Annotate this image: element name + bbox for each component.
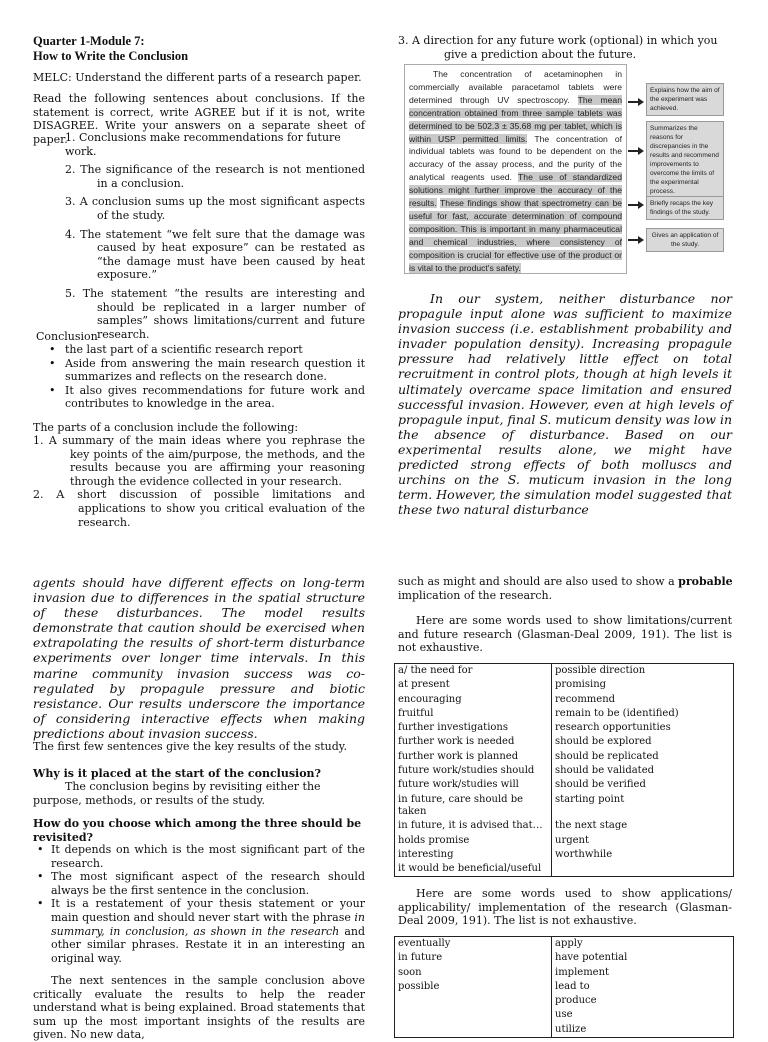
table-row — [395, 1023, 734, 1038]
table-row — [395, 778, 734, 792]
table-row — [395, 1008, 734, 1022]
applications-intro: Here are some words used to show applications/ applicability/ implementation of the research (Glasman-Deal 2009, 191). The list is not exhaustive. — [398, 887, 732, 928]
statement-list — [33, 131, 365, 341]
sample-conclusion-box: The concentration of acetaminophen in commercially available paracetamol tablets were determined through UV spectroscopy. The mean concentration obtained from three sample tablets was determined to be 502.3 ± 35.68 mg per tablet, which is within USP permitted limits. The concentration of individual tablets was found to be dependent on the accuracy of the assay process, and the purity of the analytical reagents used. The use of standardized solutions might further improve the accuracy of the results. These findings show that spectrometry can be useful for fast, accurate determination of compound composition. This is important in many pharmaceutical and chemical industries, where consistency of composition is crucial for effective use of the product or is vital to the product's safety. — [404, 64, 627, 274]
example-conclusion-part1: In our system, neither disturbance nor propagule input alone was sufficient to maximize invasion success (i.e. establishment probability and invader population density). Increasing propagule pressure had relatively little effect on total recruitment in control plots, though at high levels it ultimately overcame space limitation and ensured successful invasion. However, even at high levels of propagule input, final S. muticum density was low in the absence of disturbance. Based on our experimental results alone, we might have predicted strong effects of both molluscs and urchins on the S. muticum invasion in the long term. However, the simulation model suggested that these two natural disturbance — [398, 291, 732, 518]
table-cell: possible — [395, 980, 552, 994]
statement-5: 5. The statement “the results are interesting and should be replicated in a larger number of samples” shows limitations/current and future research. — [65, 286, 365, 341]
statement-2: 2. The significance of the research is not mentioned in a conclusion. — [65, 163, 365, 190]
melc-text: MELC: Understand the different parts of a research paper. — [33, 71, 362, 84]
table-cell: should be explored — [552, 735, 734, 749]
limitations-table — [394, 663, 734, 877]
table-cell — [552, 862, 734, 877]
table-cell: remain to be (identified) — [552, 707, 734, 721]
table-cell: further work is planned — [395, 750, 552, 764]
table-cell: use — [552, 1008, 734, 1022]
table-cell: the next stage — [552, 819, 734, 833]
callout-findings: Briefly recaps the key findings of the study. — [646, 196, 724, 220]
table-cell: starting point — [552, 793, 734, 820]
title-line-2: How to Write the Conclusion — [33, 49, 189, 63]
table-cell: holds promise — [395, 834, 552, 848]
example-conclusion-part2: agents should have different effects on long-term invasion due to differences in the spatial structure of these disturbances. The model results demonstrate that caution should be exercised when extrapolating the results of short-term disturbance experiments over longer time intervals. In this marine community invasion success was co-regulated by propagule pressure and biotic resistance. Our results underscore the importance of considering interactive effects when making predictions about invasion success. — [33, 575, 365, 741]
parts-list — [33, 434, 365, 529]
page-title — [33, 34, 188, 64]
table-row — [395, 678, 734, 692]
arrow-right-icon — [628, 201, 644, 209]
table-cell: it would be beneficial/useful — [395, 862, 552, 877]
modal-verbs-note: such as might and should are also used to show a probable implication of the research. — [398, 575, 733, 602]
callout-application: Gives an application of the study. — [646, 228, 724, 252]
table-cell: at present — [395, 678, 552, 692]
arrow-right-icon — [628, 98, 644, 106]
table-cell: promising — [552, 678, 734, 692]
how-bullet: • It is a restatement of your thesis statement or your main question and should never start with the phrase in summary, in conclusion, as shown in the research and other similar phrases. Restate it in an interesting an original way. — [37, 897, 366, 965]
table-cell: implement — [552, 966, 734, 980]
table-row — [395, 994, 734, 1008]
table-cell: worthwhile — [552, 848, 734, 862]
table-row — [395, 980, 734, 994]
part-item: 1. A summary of the main ideas where you rephrase the key points of the aim/purpose, the methods, and the results because you are affirming your reasoning through the evidence collected in your research. — [33, 434, 365, 488]
conclusion-bullets — [33, 343, 365, 411]
how-question: How do you choose which among the three should be revisited? — [33, 817, 362, 844]
table-row — [395, 819, 734, 833]
arrow-right-icon — [628, 147, 644, 155]
table-cell: future work/studies should — [395, 764, 552, 778]
table-row — [395, 862, 734, 877]
table-cell: a/ the need for — [395, 664, 552, 679]
table-cell: should be validated — [552, 764, 734, 778]
callout-aim: Explains how the aim of the experiment was achieved. — [646, 83, 724, 116]
how-bullet: • The most significant aspect of the research should always be the first sentence in the conclusion. — [37, 870, 365, 897]
table-cell: recommend — [552, 693, 734, 707]
table-cell: have potential — [552, 951, 734, 965]
table-cell: further investigations — [395, 721, 552, 735]
why-question: Why is it placed at the start of the conclusion? — [33, 767, 321, 780]
how-bullets — [33, 843, 365, 965]
table-cell: fruitful — [395, 707, 552, 721]
how-bullet: • It depends on which is the most significant part of the research. — [37, 843, 365, 870]
part-item-3: 3. A direction for any future work (optional) in which you give a prediction about the future. — [398, 34, 718, 61]
first-sentences-note: The first few sentences give the key results of the study. — [33, 740, 348, 753]
part-item: 2. A short discussion of possible limitations and applications to show you critical evaluation of the research. — [33, 488, 365, 529]
table-cell: lead to — [552, 980, 734, 994]
conclusion-bullet: • Aside from answering the main research question it summarizes and reflects on the research done. — [49, 356, 365, 384]
next-sentences: The next sentences in the sample conclusion above critically evaluate the results to help the reader understand what is being explained. Broad statements that sum up the most important insights of the results are given. No new data, — [33, 974, 365, 1042]
table-cell: interesting — [395, 848, 552, 862]
callout-discrepancies: Summarizes the reasons for discrepancies in the results and recommend improvements to overcome the limits of the experimental process. — [646, 121, 724, 199]
table-row — [395, 693, 734, 707]
table-cell: encouraging — [395, 693, 552, 707]
table-cell: eventually — [395, 937, 552, 952]
conclusion-heading: Conclusion — [36, 330, 98, 343]
table-cell: urgent — [552, 834, 734, 848]
table-row — [395, 664, 734, 679]
statement-4: 4. The statement “we felt sure that the damage was caused by heat exposure” can be restated as “the damage must have been caused by heat exposure.” — [65, 227, 365, 282]
table-cell: soon — [395, 966, 552, 980]
table-cell: utilize — [552, 1023, 734, 1038]
applications-table — [394, 936, 734, 1038]
table-cell — [395, 1008, 552, 1022]
table-row — [395, 937, 734, 952]
table-cell: should be replicated — [552, 750, 734, 764]
table-row — [395, 951, 734, 965]
statement-3: 3. A conclusion sums up the most significant aspects of the study. — [65, 195, 365, 222]
limitations-intro: Here are some words used to show limitations/current and future research (Glasman-Deal 2009, 191). The list is not exhaustive. — [398, 614, 732, 655]
table-row — [395, 966, 734, 980]
table-cell: possible direction — [552, 664, 734, 679]
table-cell — [395, 994, 552, 1008]
table-cell: research opportunities — [552, 721, 734, 735]
table-cell: in future, care should be taken — [395, 793, 552, 820]
table-row — [395, 764, 734, 778]
instructions: Read the following sentences about conclusions. If the statement is correct, write AGREE but if it is not, write DISAGREE. Write your answers on a separate sheet of paper. — [33, 92, 365, 146]
table-row — [395, 721, 734, 735]
table-row — [395, 735, 734, 749]
table-row — [395, 750, 734, 764]
table-cell: apply — [552, 937, 734, 952]
table-cell — [395, 1023, 552, 1038]
table-cell: in future — [395, 951, 552, 965]
arrow-right-icon — [628, 236, 644, 244]
conclusion-bullet: • the last part of a scientific research report — [49, 343, 303, 356]
table-cell: future work/studies will — [395, 778, 552, 792]
conclusion-bullet: • It also gives recommendations for future work and contributes to knowledge in the area. — [49, 383, 365, 411]
table-row — [395, 793, 734, 820]
table-row — [395, 848, 734, 862]
table-cell: should be verified — [552, 778, 734, 792]
table-row — [395, 707, 734, 721]
title-line-1: Quarter 1-Module 7: — [33, 34, 145, 48]
table-cell: further work is needed — [395, 735, 552, 749]
table-cell: in future, it is advised that… — [395, 819, 552, 833]
why-answer: The conclusion begins by revisiting either the purpose, methods, or results of the study. — [33, 780, 321, 807]
parts-intro: The parts of a conclusion include the following: — [33, 421, 299, 434]
table-row — [395, 834, 734, 848]
table-cell: produce — [552, 994, 734, 1008]
statement-1: 1. Conclusions make recommendations for future work. — [65, 131, 341, 158]
